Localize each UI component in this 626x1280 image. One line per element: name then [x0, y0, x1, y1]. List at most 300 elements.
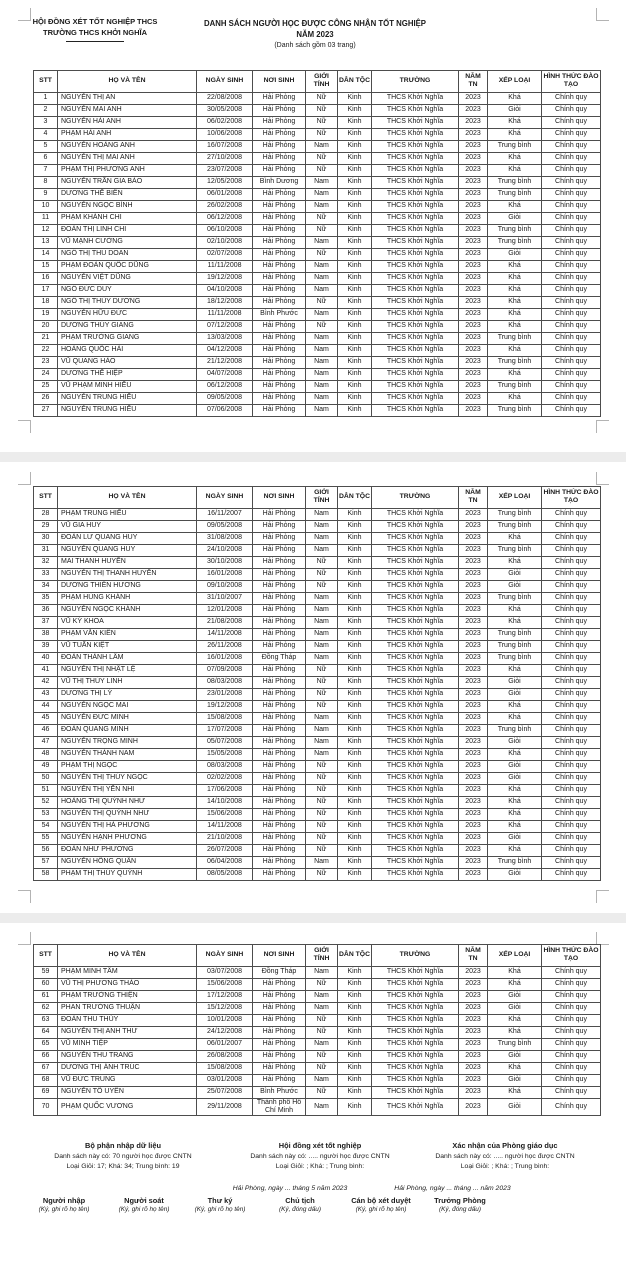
table-cell: Nam [306, 1098, 338, 1115]
table-cell: Kinh [338, 580, 372, 592]
table-cell: THCS Khởi Nghĩa [372, 368, 459, 380]
table-cell: Chính quy [542, 748, 601, 760]
column-header: STT [34, 71, 58, 93]
table-row [34, 664, 601, 676]
table-cell: 2023 [459, 404, 488, 416]
table-cell: Trung bình [488, 856, 542, 868]
table-cell: 67 [34, 1062, 58, 1074]
table-cell: Chính quy [542, 320, 601, 332]
table-cell: Chính quy [542, 784, 601, 796]
table-cell: Chính quy [542, 104, 601, 116]
signature-note: (Ký, ghi rõ họ tên) [38, 1206, 90, 1213]
page-1 [0, 0, 626, 452]
table-row [34, 568, 601, 580]
table-cell: 14/11/2008 [197, 820, 253, 832]
table-cell: Trung bình [488, 544, 542, 556]
table-row [34, 1026, 601, 1038]
table-cell: Hải Phòng [253, 140, 306, 152]
table-cell: Hải Phòng [253, 200, 306, 212]
table-cell: Nữ [306, 296, 338, 308]
table-cell: Kinh [338, 796, 372, 808]
table-cell: VŨ THỊ THÙY LINH [58, 676, 197, 688]
column-header: NƠI SINH [253, 945, 306, 967]
table-cell: Bình Phước [253, 1086, 306, 1098]
table-row [34, 236, 601, 248]
table-cell: Trung bình [488, 224, 542, 236]
table-cell: NGUYỄN THỊ YẾN NHI [58, 784, 197, 796]
table-cell: THCS Khởi Nghĩa [372, 356, 459, 368]
table-cell: 15/06/2008 [197, 808, 253, 820]
table-cell: Giỏi [488, 688, 542, 700]
table-cell: Hải Phòng [253, 748, 306, 760]
table-cell: Nam [306, 284, 338, 296]
table-cell: Hải Phòng [253, 772, 306, 784]
table-cell: 16/11/2007 [197, 508, 253, 520]
table-cell: Chính quy [542, 368, 601, 380]
table-cell: 2023 [459, 832, 488, 844]
table-cell: Nam [306, 1074, 338, 1086]
table-row [34, 296, 601, 308]
table-row [34, 532, 601, 544]
table-cell: Chính quy [542, 1086, 601, 1098]
table-row [34, 404, 601, 416]
table-cell: Nữ [306, 556, 338, 568]
table-cell: Trung bình [488, 140, 542, 152]
table-cell: 2023 [459, 1086, 488, 1098]
table-cell: NGUYỄN THÀNH NAM [58, 748, 197, 760]
table-cell: THCS Khởi Nghĩa [372, 1002, 459, 1014]
table-cell: 2023 [459, 176, 488, 188]
table-cell: Chính quy [542, 556, 601, 568]
table-cell: Kinh [338, 856, 372, 868]
table-cell: THCS Khởi Nghĩa [372, 592, 459, 604]
table-cell: 57 [34, 856, 58, 868]
crop-mark-top-right [596, 8, 609, 21]
table-row [34, 116, 601, 128]
table-cell: Nữ [306, 212, 338, 224]
table-cell: Chính quy [542, 1074, 601, 1086]
table-cell: Chính quy [542, 1098, 601, 1115]
table-cell: 02/02/2008 [197, 772, 253, 784]
table-cell: 56 [34, 844, 58, 856]
table-cell: THCS Khởi Nghĩa [372, 140, 459, 152]
signature-note: (Ký, đóng dấu) [439, 1206, 481, 1213]
table-cell: 06/01/2007 [197, 1038, 253, 1050]
table-cell: Kinh [338, 532, 372, 544]
table-cell: THCS Khởi Nghĩa [372, 188, 459, 200]
table-cell: Hải Phòng [253, 508, 306, 520]
table-cell: THCS Khởi Nghĩa [372, 92, 459, 104]
table-cell: 58 [34, 868, 58, 880]
table-cell: Kinh [338, 164, 372, 176]
table-cell: 2023 [459, 784, 488, 796]
table-cell: NGUYỄN HỒNG QUÂN [58, 856, 197, 868]
page-2 [0, 462, 626, 913]
table-cell: THCS Khởi Nghĩa [372, 344, 459, 356]
table-cell: PHẠM QUỐC VƯƠNG [58, 1098, 197, 1115]
table-cell: 2023 [459, 966, 488, 978]
table-cell: Chính quy [542, 296, 601, 308]
table-cell: Khá [488, 1062, 542, 1074]
table-cell: Khá [488, 796, 542, 808]
table-cell: Giỏi [488, 248, 542, 260]
table-header-row [34, 945, 601, 967]
table-cell: Chính quy [542, 176, 601, 188]
crop-mark-bottom-right [596, 420, 609, 433]
table-cell: 2023 [459, 808, 488, 820]
table-cell: THCS Khởi Nghĩa [372, 508, 459, 520]
table-cell: THCS Khởi Nghĩa [372, 152, 459, 164]
table-cell: Kinh [338, 568, 372, 580]
table-cell: 2023 [459, 1014, 488, 1026]
table-cell: 09/05/2008 [197, 392, 253, 404]
table-cell: Kinh [338, 152, 372, 164]
table-cell: Nữ [306, 832, 338, 844]
column-header: NƠI SINH [253, 71, 306, 93]
table-cell: THCS Khởi Nghĩa [372, 820, 459, 832]
table-cell: Hải Phòng [253, 796, 306, 808]
table-cell: Kinh [338, 236, 372, 248]
table-cell: DƯƠNG THỊ LÝ [58, 688, 197, 700]
table-cell: 14 [34, 248, 58, 260]
table-cell: 33 [34, 568, 58, 580]
table-cell: Hải Phòng [253, 760, 306, 772]
table-cell: 28 [34, 508, 58, 520]
table-cell: THCS Khởi Nghĩa [372, 772, 459, 784]
table-cell: 23/07/2008 [197, 164, 253, 176]
table-row [34, 772, 601, 784]
table-cell: 17/07/2008 [197, 724, 253, 736]
table-cell: THCS Khởi Nghĩa [372, 128, 459, 140]
table-cell: Chính quy [542, 272, 601, 284]
table-cell: Kinh [338, 1038, 372, 1050]
table-cell: Nữ [306, 664, 338, 676]
table-cell: Kinh [338, 116, 372, 128]
table-cell: 18/12/2008 [197, 296, 253, 308]
table-cell: Kinh [338, 176, 372, 188]
table-cell: Chính quy [542, 392, 601, 404]
table-cell: Chính quy [542, 688, 601, 700]
table-cell: 2023 [459, 520, 488, 532]
column-header: DÂN TỘC [338, 945, 372, 967]
table-cell: Nữ [306, 104, 338, 116]
table-cell: 2023 [459, 332, 488, 344]
table-cell: Kinh [338, 212, 372, 224]
table-cell: 26/07/2008 [197, 844, 253, 856]
table-cell: Kinh [338, 990, 372, 1002]
table-cell: THCS Khởi Nghĩa [372, 272, 459, 284]
table-row [34, 320, 601, 332]
table-cell: 68 [34, 1074, 58, 1086]
table-cell: 2023 [459, 820, 488, 832]
table-cell: Hải Phòng [253, 568, 306, 580]
table-cell: Chính quy [542, 1038, 601, 1050]
table-cell: PHẠM VĂN KIÊN [58, 628, 197, 640]
table-row [34, 820, 601, 832]
table-cell: Nữ [306, 700, 338, 712]
table-cell: 61 [34, 990, 58, 1002]
table-cell: 42 [34, 676, 58, 688]
table-cell: Chính quy [542, 856, 601, 868]
table-cell: Khá [488, 320, 542, 332]
table-cell: 17/12/2008 [197, 990, 253, 1002]
table-cell: Nam [306, 380, 338, 392]
table-cell: Đồng Tháp [253, 652, 306, 664]
table-cell: PHẠM THỊ NGỌC [58, 760, 197, 772]
table-cell: 13 [34, 236, 58, 248]
table-cell: Giỏi [488, 568, 542, 580]
table-cell: Khá [488, 260, 542, 272]
table-row [34, 676, 601, 688]
table-cell: 06/12/2008 [197, 212, 253, 224]
table-cell: Chính quy [542, 652, 601, 664]
table-cell: 21/08/2008 [197, 616, 253, 628]
table-cell: Bình Phước [253, 308, 306, 320]
table-cell: Hải Phòng [253, 1014, 306, 1026]
table-cell: DƯƠNG THIÊN HƯƠNG [58, 580, 197, 592]
table-cell: Nam [306, 344, 338, 356]
table-row [34, 272, 601, 284]
column-header: TRƯỜNG [372, 945, 459, 967]
table-cell: Chính quy [542, 520, 601, 532]
table-row [34, 640, 601, 652]
table-row [34, 604, 601, 616]
column-header: NGÀY SINH [197, 945, 253, 967]
table-cell: Nam [306, 616, 338, 628]
table-cell: NGUYỄN MAI ANH [58, 104, 197, 116]
table-cell: 29 [34, 520, 58, 532]
table-cell: 26/08/2008 [197, 1050, 253, 1062]
table-cell: THCS Khởi Nghĩa [372, 1026, 459, 1038]
table-cell: 2023 [459, 236, 488, 248]
table-cell: Chính quy [542, 868, 601, 880]
table-row [34, 260, 601, 272]
table-cell: 07/09/2008 [197, 664, 253, 676]
table-cell: Hải Phòng [253, 520, 306, 532]
table-cell: Nam [306, 188, 338, 200]
table-cell: Nam [306, 640, 338, 652]
table-cell: NGUYỄN TRẦN GIA BẢO [58, 176, 197, 188]
table-cell: THCS Khởi Nghĩa [372, 116, 459, 128]
table-cell: Giỏi [488, 1098, 542, 1115]
table-cell: THCS Khởi Nghĩa [372, 676, 459, 688]
table-cell: 2023 [459, 344, 488, 356]
table-cell: Hải Phòng [253, 700, 306, 712]
column-header: STT [34, 487, 58, 509]
table-cell: Khá [488, 748, 542, 760]
table-cell: Chính quy [542, 532, 601, 544]
table-cell: Kinh [338, 652, 372, 664]
table-cell: THCS Khởi Nghĩa [372, 320, 459, 332]
table-cell: Nam [306, 332, 338, 344]
table-row [34, 856, 601, 868]
document-year: NĂM 2023 [296, 30, 334, 40]
table-cell: Giỏi [488, 736, 542, 748]
table-cell: NGÔ THỊ THÙY DƯƠNG [58, 296, 197, 308]
page-separator [0, 913, 626, 923]
table-cell: Chính quy [542, 116, 601, 128]
table-cell: THCS Khởi Nghĩa [372, 224, 459, 236]
table-row [34, 176, 601, 188]
signature-note: (Ký, ghi rõ họ tên) [194, 1206, 246, 1213]
table-cell: 2023 [459, 164, 488, 176]
table-cell: Khá [488, 808, 542, 820]
table-cell: 16/07/2008 [197, 140, 253, 152]
table-cell: Chính quy [542, 508, 601, 520]
table-cell: 20 [34, 320, 58, 332]
table-cell: Chính quy [542, 404, 601, 416]
document-title: DANH SÁCH NGƯỜI HỌC ĐƯỢC CÔNG NHẬN TỐT NGHIỆP [203, 19, 427, 28]
table-row [34, 1062, 601, 1074]
footer-count-line: Danh sách này có: ..... người học được CNTN [250, 1153, 390, 1160]
table-row [34, 784, 601, 796]
table-cell: Chính quy [542, 544, 601, 556]
footer-count-line: Danh sách này có: ..... người học được CNTN [435, 1153, 575, 1160]
table-row [34, 1050, 601, 1062]
table-cell: THCS Khởi Nghĩa [372, 832, 459, 844]
table-cell: VŨ TUẤN KIỆT [58, 640, 197, 652]
table-cell: Nữ [306, 868, 338, 880]
table-cell: Hải Phòng [253, 736, 306, 748]
table-cell: 15/05/2008 [197, 748, 253, 760]
table-cell: Hải Phòng [253, 368, 306, 380]
table-cell: 24/12/2008 [197, 1026, 253, 1038]
table-cell: Kinh [338, 760, 372, 772]
table-cell: 2023 [459, 296, 488, 308]
table-cell: Kinh [338, 320, 372, 332]
table-cell: Giỏi [488, 580, 542, 592]
table-cell: Trung bình [488, 1038, 542, 1050]
table-row [34, 712, 601, 724]
signature-footer [0, 1141, 626, 1276]
table-cell: NGUYỄN THỊ QUỲNH NHƯ [58, 808, 197, 820]
table-cell: Chính quy [542, 1026, 601, 1038]
table-cell: Nam [306, 272, 338, 284]
table-cell: Hải Phòng [253, 380, 306, 392]
table-cell: Chính quy [542, 284, 601, 296]
table-cell: Kinh [338, 736, 372, 748]
table-cell: Hải Phòng [253, 128, 306, 140]
table-cell: Nữ [306, 844, 338, 856]
column-header: DÂN TỘC [338, 71, 372, 93]
signature-role: Cán bộ xét duyệt [351, 1196, 411, 1205]
table-cell: ĐOÀN THU THỦY [58, 1014, 197, 1026]
table-cell: Trung bình [488, 332, 542, 344]
table-cell: Hải Phòng [253, 1002, 306, 1014]
table-cell: Khá [488, 712, 542, 724]
table-cell: VŨ GIA HUY [58, 520, 197, 532]
table-cell: Khá [488, 556, 542, 568]
table-cell: 10 [34, 200, 58, 212]
table-cell: Hải Phòng [253, 784, 306, 796]
signature-note: (Ký, ghi rõ họ tên) [355, 1206, 407, 1213]
signature-role: Chủ tịch [285, 1196, 315, 1205]
table-cell: 2023 [459, 604, 488, 616]
table-cell: PHẠM KHÁNH CHI [58, 212, 197, 224]
table-cell: THCS Khởi Nghĩa [372, 844, 459, 856]
table-cell: Nữ [306, 568, 338, 580]
table-cell: Khá [488, 308, 542, 320]
table-cell: Kinh [338, 260, 372, 272]
table-cell: Hải Phòng [253, 116, 306, 128]
table-cell: Giỏi [488, 104, 542, 116]
table-cell: Kinh [338, 380, 372, 392]
table-cell: Trung bình [488, 652, 542, 664]
table-cell: NGUYỄN NGỌC MAI [58, 700, 197, 712]
table-cell: THCS Khởi Nghĩa [372, 628, 459, 640]
table-cell: Kinh [338, 820, 372, 832]
table-cell: 09/05/2008 [197, 520, 253, 532]
table-row [34, 152, 601, 164]
table-cell: Giỏi [488, 990, 542, 1002]
table-cell: 52 [34, 796, 58, 808]
table-cell: Kinh [338, 140, 372, 152]
table-cell: THCS Khởi Nghĩa [372, 1014, 459, 1026]
table-cell: Hải Phòng [253, 856, 306, 868]
table-cell: Hải Phòng [253, 188, 306, 200]
table-cell: Chính quy [542, 140, 601, 152]
table-cell: THCS Khởi Nghĩa [372, 568, 459, 580]
column-header: TRƯỜNG [372, 71, 459, 93]
table-cell: Nữ [306, 164, 338, 176]
table-cell: 31 [34, 544, 58, 556]
table-cell: Chính quy [542, 808, 601, 820]
table-cell: Kinh [338, 1014, 372, 1026]
table-cell: NGUYỄN THỊ NHẬT LỆ [58, 664, 197, 676]
table-cell: 06/04/2008 [197, 856, 253, 868]
table-cell: THCS Khởi Nghĩa [372, 332, 459, 344]
table-cell: Kinh [338, 844, 372, 856]
signature-note: (Ký, ghi rõ họ tên) [118, 1206, 170, 1213]
page-separator [0, 452, 626, 462]
table-cell: 02/10/2008 [197, 236, 253, 248]
table-row [34, 212, 601, 224]
table-cell: THCS Khởi Nghĩa [372, 260, 459, 272]
signature-block-nguoi-nhap [18, 1196, 110, 1213]
table-cell: 07/12/2008 [197, 320, 253, 332]
table-cell: NGUYỄN NGỌC KHÁNH [58, 604, 197, 616]
table-cell: 2023 [459, 260, 488, 272]
table-cell: THCS Khởi Nghĩa [372, 176, 459, 188]
table-cell: Kinh [338, 808, 372, 820]
signature-role: Thư ký [207, 1196, 233, 1205]
table-cell: THCS Khởi Nghĩa [372, 532, 459, 544]
table-row [34, 652, 601, 664]
issuing-org-block [15, 16, 175, 42]
table-cell: Hải Phòng [253, 260, 306, 272]
table-cell: 12 [34, 224, 58, 236]
table-cell: 11/11/2008 [197, 308, 253, 320]
table-row [34, 248, 601, 260]
table-cell: 2023 [459, 320, 488, 332]
table-cell: 63 [34, 1014, 58, 1026]
table-cell: Hải Phòng [253, 248, 306, 260]
table-cell: THCS Khởi Nghĩa [372, 856, 459, 868]
table-cell: 37 [34, 616, 58, 628]
table-cell: PHẠM THỊ THÚY QUỲNH [58, 868, 197, 880]
table-row [34, 164, 601, 176]
table-cell: Hải Phòng [253, 1062, 306, 1074]
table-cell: Kinh [338, 664, 372, 676]
table-cell: 2023 [459, 1050, 488, 1062]
table-cell: 55 [34, 832, 58, 844]
table-cell: Giỏi [488, 212, 542, 224]
table-cell: 02/07/2008 [197, 248, 253, 260]
table-cell: Chính quy [542, 580, 601, 592]
table-cell: 41 [34, 664, 58, 676]
table-cell: Kinh [338, 104, 372, 116]
table-row [34, 508, 601, 520]
